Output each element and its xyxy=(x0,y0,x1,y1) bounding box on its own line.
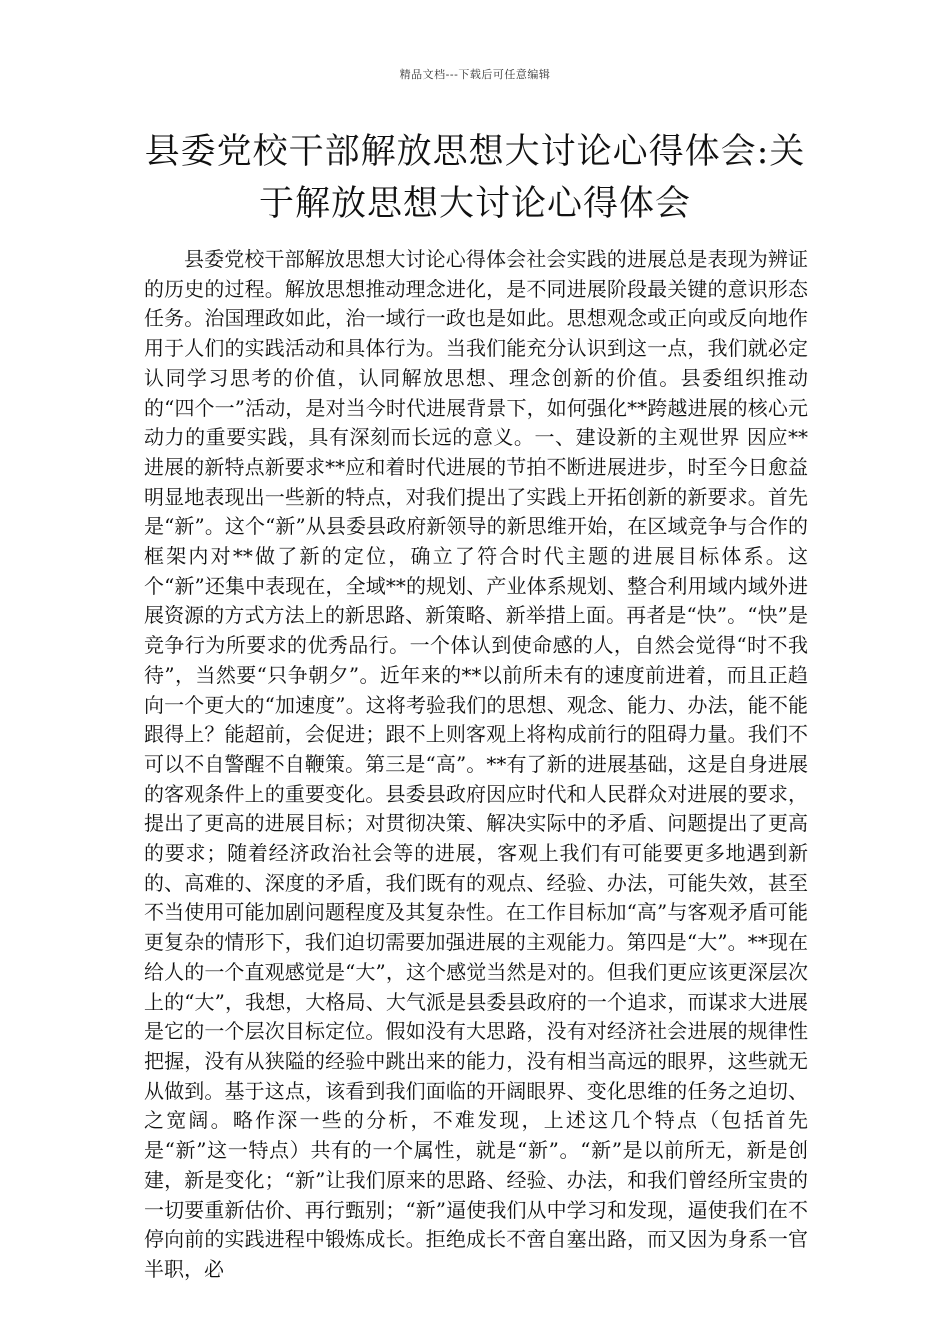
document-title: 县委党校干部解放思想大讨论心得体会:关于解放思想大讨论心得体会 xyxy=(144,132,806,224)
document-body-paragraph: 县委党校干部解放思想大讨论心得体会社会实践的进展总是表现为辨证的历史的过程。解放思想推动理念进化，是不同进展阶段最关键的意识形态任务。治国理政如此，治一域行一政也是如此。思想观念或正向或反向地作用于人们的实践活动和具体行为。当我们能充分认识到这一点，我们就必定认同学习思考的价值，认同解放思想、理念创新的价值。县委组织推动的“四个一”活动，是对当今时代进展背景下，如何强化**跨越进展的核心元动力的重要实践，具有深刻而长远的意义。一、建设新的主观世界 因应**进展的新特点新要求**应和着时代进展的节拍不断进展进步，时至今日愈益明显地表现出一些新的特点，对我们提出了实践上开拓创新的新要求。首先是“新”。这个“新”从县委县政府新领导的新思维开始，在区域竞争与合作的框架内对**做了新的定位，确立了符合时代主题的进展目标体系。这个“新”还集中表现在，全域**的规划、产业体系规划、整合利用域内域外进展资源的方式方法上的新思路、新策略、新举措上面。再者是“快”。“快”是竞争行为所要求的优秀品行。一个体认到使命感的人，自然会觉得“时不我待”，当然要“只争朝夕”。近年来的**以前所未有的速度前进着，而且正趋向一个更大的“加速度”。这将考验我们的思想、观念、能力、办法，能不能跟得上？能超前，会促进；跟不上则客观上将构成前行的阻碍力量。我们不可以不自警醒不自鞭策。第三是“高”。**有了新的进展基础，这是自身进展的客观条件上的重要变化。县委县政府因应时代和人民群众对进展的要求，提出了更高的进展目标；对贯彻决策、解决实际中的矛盾、问题提出了更高的要求；随着经济政治社会等的进展，客观上我们有可能要更多地遇到新的、高难的、深度的矛盾，我们既有的观点、经验、办法，可能失效，甚至不当使用可能加剧问题程度及其复杂性。在工作目标加“高”与客观矛盾可能更复杂的情形下，我们迫切需要加强进展的主观能力。第四是“大”。**现在给人的一个直观感觉是“大”，这个感觉当然是对的。但我们更应该更深层次上的“大”，我想，大格局、大气派是县委县政府的一个追求，而谋求大进展是它的一个层次目标定位。假如没有大思路，没有对经济社会进展的规律性把握，没有从狭隘的经验中跳出来的能力，没有相当高远的眼界，这些就无从做到。基于这点，该看到我们面临的开阔眼界、变化思维的任务之迫切、之宽阔。略作深一些的分析，不难发现，上述这几个特点（包括首先是“新”这一特点）共有的一个属性，就是“新”。“新”是以前所无，新是创建，新是变化；“新”让我们原来的思路、经验、办法，和我们曾经所宝贵的一切要重新估价、再行甄别；“新”逼使我们从中学习和发现，逼使我们在不停向前的实践进程中锻炼成长。拒绝成长不啻自塞出路，而又因为身系一官半职，必 xyxy=(144,247,808,1281)
page-header-note: 精品文档---下载后可任意编辑 xyxy=(399,68,551,81)
